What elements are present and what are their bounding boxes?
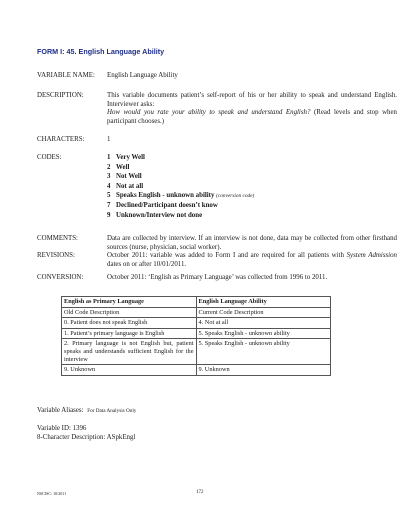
code-item: 3 Not Well xyxy=(107,173,142,181)
characters-label: CHARACTERS: xyxy=(37,136,85,143)
code-item: 4 Not at all xyxy=(107,182,144,190)
table-cell: 2. Primary language is not English but, patient speaks and understands sufficient English for the interview xyxy=(62,339,197,365)
variable-aliases xyxy=(37,407,136,414)
description-text: This variable documents patient’s self-report of his or her ability to speak and understand English. Interviewer asks: xyxy=(107,92,397,108)
comments-label: COMMENTS: xyxy=(37,235,78,242)
conversion-row xyxy=(37,274,397,283)
variable-name-label: VARIABLE NAME: xyxy=(37,72,95,79)
description-value xyxy=(107,92,397,126)
comments-row xyxy=(37,235,397,253)
table-subheader-cell: Old Code Description xyxy=(62,307,197,318)
table-header-cell: English as Primary Language xyxy=(62,297,197,308)
page-number: 172 xyxy=(196,490,204,495)
table-header-row xyxy=(62,297,331,308)
revisions-row xyxy=(37,252,397,270)
aliases-value: For Data Analysis Only xyxy=(87,408,137,414)
code-item: 9 Unknown/Interview not done xyxy=(107,211,203,219)
table-subheader-cell: Current Code Description xyxy=(196,307,331,318)
table-cell: 9. Unknown xyxy=(62,365,197,376)
variable-id: Variable ID: 1396 xyxy=(37,425,87,432)
description-question-tail: (Read levels and stop when participant chooses.) xyxy=(107,109,397,125)
revisions-emphasis: System Admission xyxy=(346,252,397,259)
aliases-label: Variable Aliases: xyxy=(37,407,84,414)
revisions-value: October 2011: variable was added to Form I and are required for all patients with System Admission dates on or after 10/01/2011. xyxy=(107,252,397,268)
characters-row xyxy=(37,136,397,145)
code-note: (conversion code) xyxy=(216,193,255,200)
variable-name-row xyxy=(37,72,397,81)
comments-value: Data are collected by interview. If an interview is not done, data may be collected from other firsthand sources (nurse, physician, social worker). xyxy=(107,235,397,251)
conversion-value: October 2011: ‘English as Primary Language’ was collected from 1996 to 2011. xyxy=(107,274,328,281)
codes-label: CODES: xyxy=(37,154,62,161)
codes-row xyxy=(37,154,397,230)
eight-char-description: 8-Character Description: ASpkEngl xyxy=(37,434,136,441)
characters-value: 1 xyxy=(107,136,111,143)
table-cell: 9. Unknown xyxy=(196,365,331,376)
description-row xyxy=(37,92,397,132)
table-header-cell: English Language Ability xyxy=(196,297,331,308)
description-question: How would you rate your ability to speak and understand English? xyxy=(107,109,311,117)
description-label: DESCRIPTION: xyxy=(37,92,84,99)
form-title: FORM I: 45. English Language Ability xyxy=(37,47,165,56)
table-cell: 1. Patient’s primary language is English xyxy=(62,328,197,339)
table-cell: 4. Not at all xyxy=(196,318,331,329)
table-cell: 0. Patient does not speak English xyxy=(62,318,197,329)
code-item: 7 Declined/Participant doesn’t know xyxy=(107,201,218,209)
table-cell: 5. Speaks English - unknown ability xyxy=(196,328,331,339)
codes-list xyxy=(107,154,397,221)
revisions-label: REVISIONS: xyxy=(37,252,75,259)
table-cell: 5. Speaks English - unknown ability xyxy=(196,339,331,365)
code-mapping-table xyxy=(61,296,331,376)
code-item: 1 Very Well xyxy=(107,154,145,161)
code-item: 2 Well xyxy=(107,163,130,171)
table-row xyxy=(62,339,331,365)
variable-id-block xyxy=(37,424,135,442)
table-row xyxy=(62,318,331,329)
table-row xyxy=(62,365,331,376)
code-item: 5 Speaks English - unknown ability (conversion code) xyxy=(107,192,255,200)
table-row xyxy=(62,328,331,339)
footer-left: NSCISC: 10/2011 xyxy=(37,491,67,496)
variable-name-value: English Language Ability xyxy=(107,72,178,79)
conversion-label: CONVERSION: xyxy=(37,274,84,281)
table-subheader-row xyxy=(62,307,331,318)
